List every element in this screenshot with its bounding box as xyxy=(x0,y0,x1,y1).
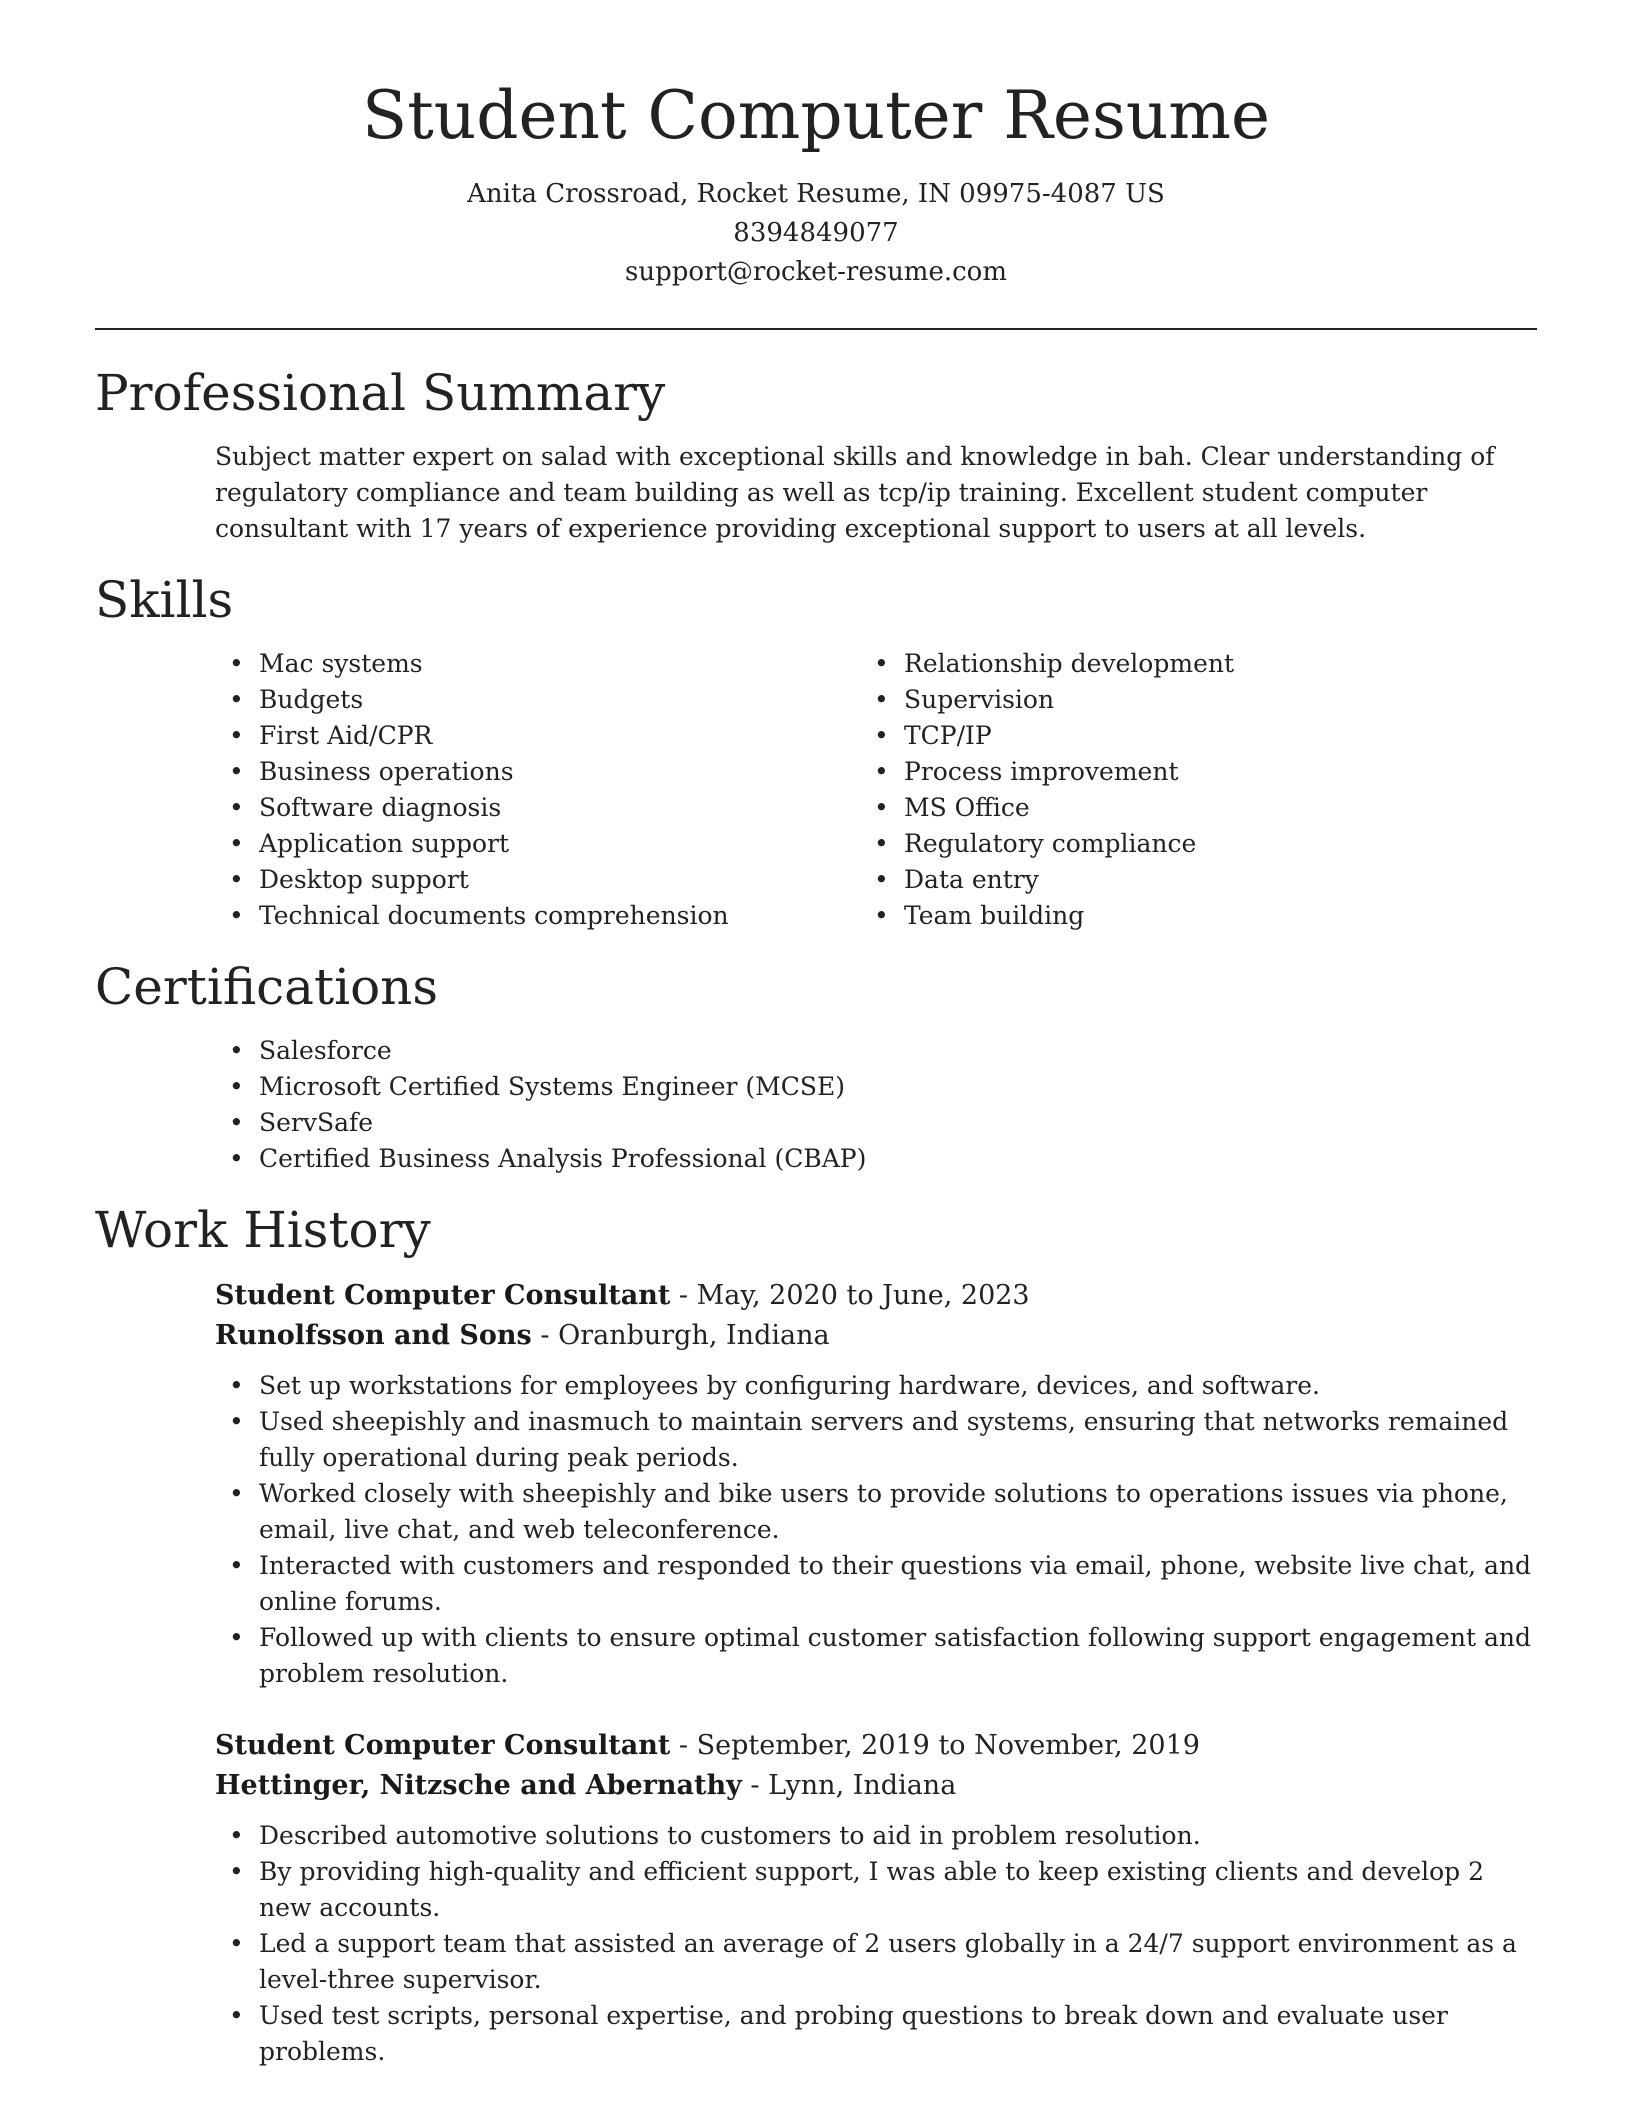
job-entry xyxy=(215,1276,1537,1692)
skill-item: • Software diagnosis xyxy=(229,792,502,822)
job-duty: • Led a support team that assisted an average of 2 users globally in a 24/7 support environment as a level-three supervisor. xyxy=(229,1928,1517,1994)
skill-item: • Business operations xyxy=(229,756,514,786)
contact-email: support@rocket-resume.com xyxy=(624,256,1007,287)
job-location: Oranburgh, Indiana xyxy=(558,1319,830,1351)
skill-item: • Regulatory compliance xyxy=(874,828,1197,858)
skill-item: • Relationship development xyxy=(874,648,1235,678)
summary-section xyxy=(95,363,1537,547)
skill-item: • First Aid/CPR xyxy=(229,720,433,750)
job-duties-list xyxy=(215,1368,1537,1692)
skills-heading: Skills xyxy=(95,570,234,629)
contact-address: Anita Crossroad, Rocket Resume, IN 09975-4087 US xyxy=(467,178,1165,209)
skills-list-left xyxy=(215,646,860,934)
job-duty: • Worked closely with sheepishly and bike users to provide solutions to operations issues via phone, email, live chat, and web teleconference. xyxy=(229,1478,1508,1544)
header-divider xyxy=(95,328,1537,330)
job-title-line: Student Computer Consultant - May, 2020 to June, 2023 xyxy=(215,1279,1030,1311)
resume-header xyxy=(95,0,1537,292)
work-history-heading: Work History xyxy=(95,1200,431,1259)
skill-item: • MS Office xyxy=(874,792,1030,822)
skill-item: • Budgets xyxy=(229,684,364,714)
summary-text: Subject matter expert on salad with exceptional skills and knowledge in bah. Clear understanding of regulatory compliance and team building as well as tcp/ip training. Excellent student computer consultant with 17 years of experience providing exceptional support to users at all levels. xyxy=(215,441,1495,543)
skill-item: • Desktop support xyxy=(229,864,469,894)
job-company-line: Runolfsson and Sons - Oranburgh, Indiana xyxy=(215,1319,830,1351)
skill-item: • TCP/IP xyxy=(874,720,992,750)
job-company: Runolfsson and Sons xyxy=(215,1319,532,1351)
skill-item: • Technical documents comprehension xyxy=(229,900,729,930)
certification-item: • ServSafe xyxy=(229,1107,374,1137)
job-duty: • By providing high-quality and efficient support, I was able to keep existing clients and develop 2 new accounts. xyxy=(229,1856,1485,1922)
certification-item: • Certified Business Analysis Professional (CBAP) xyxy=(229,1143,867,1173)
job-duty: • Used test scripts, personal expertise, and probing questions to break down and evaluate user problems. xyxy=(229,2000,1448,2066)
certifications-list xyxy=(215,1033,1537,1177)
job-company: Hettinger, Nitzsche and Abernathy xyxy=(215,1769,742,1801)
resume-title: Student Computer Resume xyxy=(361,77,1270,154)
job-location: Lynn, Indiana xyxy=(768,1769,957,1801)
job-company-line: Hettinger, Nitzsche and Abernathy - Lynn, Indiana xyxy=(215,1769,957,1801)
job-duty: • Described automotive solutions to customers to aid in problem resolution. xyxy=(229,1820,1201,1850)
skill-item: • Data entry xyxy=(874,864,1039,894)
certifications-section xyxy=(95,957,1537,1177)
certification-item: • Salesforce xyxy=(229,1035,392,1065)
job-dates: May, 2020 to June, 2023 xyxy=(696,1279,1030,1311)
skill-item: • Application support xyxy=(229,828,510,858)
contact-phone: 8394849077 xyxy=(733,217,899,248)
certifications-heading: Certifications xyxy=(95,957,439,1016)
job-duties-list xyxy=(215,1818,1537,2070)
job-duty: • Interacted with customers and responded to their questions via email, phone, website live chat, and online forums. xyxy=(229,1550,1532,1616)
skills-list-right xyxy=(860,646,1505,934)
job-duty: • Followed up with clients to ensure optimal customer satisfaction following support engagement and problem resolution. xyxy=(229,1622,1531,1688)
job-role: Student Computer Consultant xyxy=(215,1729,671,1761)
skill-item: • Team building xyxy=(874,900,1085,930)
job-entry xyxy=(215,1726,1537,2070)
skill-item: • Mac systems xyxy=(229,648,423,678)
work-history-section xyxy=(95,1200,1537,2070)
skills-grid xyxy=(215,646,1537,934)
skills-section xyxy=(95,570,1537,934)
job-title-line: Student Computer Consultant - September, 2019 to November, 2019 xyxy=(215,1729,1200,1761)
job-duty: • Used sheepishly and inasmuch to maintain servers and systems, ensuring that networks remained fully operational during peak periods. xyxy=(229,1406,1509,1472)
summary-heading: Professional Summary xyxy=(95,363,666,422)
skill-item: • Supervision xyxy=(874,684,1055,714)
certification-item: • Microsoft Certified Systems Engineer (MCSE) xyxy=(229,1071,846,1101)
job-role: Student Computer Consultant xyxy=(215,1279,671,1311)
skill-item: • Process improvement xyxy=(874,756,1179,786)
job-dates: September, 2019 to November, 2019 xyxy=(696,1729,1200,1761)
job-duty: • Set up workstations for employees by configuring hardware, devices, and software. xyxy=(229,1370,1320,1400)
